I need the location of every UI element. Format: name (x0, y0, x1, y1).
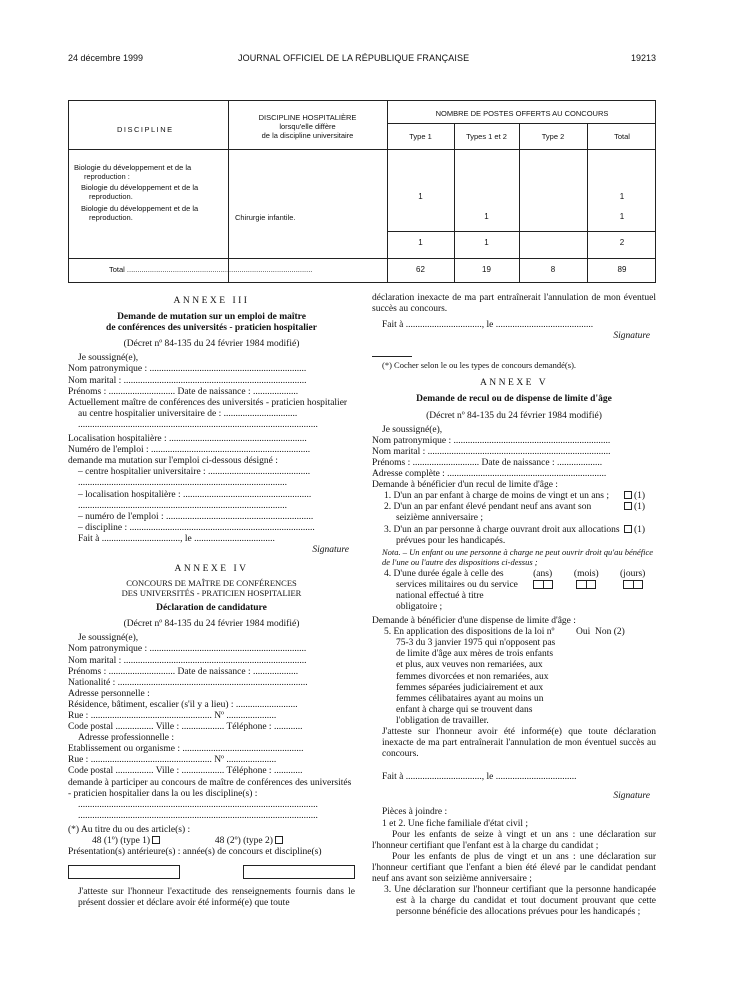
unit-years: (ans) (533, 568, 553, 579)
header-type12: Types 1 et 2 (466, 132, 507, 141)
item-3-checkbox[interactable] (624, 525, 632, 533)
piece-1: 1 et 2. Une fiche familiale d'état civil ; (382, 818, 529, 829)
discipline-1a: Biologie du développement et de la (74, 163, 192, 172)
header-total: Total (614, 132, 630, 141)
annexe3-line: ..................................................................................................... (78, 419, 318, 430)
annexe5-line: Nom patronymique : .................................................................. (372, 435, 611, 446)
annexe3-line: – localisation hospitalière : ...................................................... (78, 489, 312, 500)
header-discipline: DISCIPLINE (117, 125, 174, 134)
attestation: J'atteste sur l'honneur avoir été informé(e) que toute déclaration inexacte de ma part entraînerait l'annulation de mon éventuel succès au concours. (382, 727, 656, 760)
header-journal: JOURNAL OFFICIEL DE LA RÉPUBLIQUE FRANÇAISE (238, 53, 470, 63)
pieces-heading: Pièces à joindre : (382, 807, 448, 818)
annexe4-subtitle-2: DES UNIVERSITÉS - PRATICIEN HOSPITALIER (121, 588, 302, 599)
item-2-checkbox[interactable] (624, 502, 632, 510)
item-2: 2. D'un an par enfant élevé pendant neuf ans avant son seizième anniversaire ; (384, 502, 592, 524)
years-field[interactable] (533, 580, 553, 589)
cell-r2-type12: 1 (484, 212, 489, 221)
header-page-number: 19213 (630, 53, 656, 63)
annexe5-line: Prénoms : ............................ Date de naissance : ................... (372, 457, 603, 468)
annexe4-decret: (Décret nº 84-135 du 24 février 1984 modifié) (123, 619, 300, 630)
header-hosp-3: de la discipline universitaire (261, 131, 354, 140)
annexe5-line: Adresse complète : ................................................................... (372, 469, 607, 480)
cell-sub-type12: 1 (484, 238, 489, 247)
signature-label: Signature (613, 331, 650, 342)
annexe5-decret: (Décret nº 84-135 du 24 février 1984 modifié) (426, 410, 602, 421)
piece-4: 3. Une déclaration sur l'honneur certifiant que la personne handicapée est à la charge du candidat et tout document prouvant que cette personne bénéficie des allocations prévues pour les handicapés ; (384, 885, 656, 918)
annexe3-line: – discipline : .............................................................................. (78, 522, 315, 533)
annexe3-title: ANNEXE III (173, 296, 250, 306)
presentation-field-1[interactable] (68, 865, 180, 879)
annexe5-fait: Fait à ................................, le .................................. (382, 772, 577, 783)
annexe4-line: ..................................................................................................... (78, 799, 318, 810)
annexe3-line: Localisation hospitalière : .......................................................... (68, 434, 307, 445)
discipline-1b: reproduction : (84, 172, 130, 181)
item-1-checkbox[interactable] (624, 491, 632, 499)
annexe4-line: Etablissement ou organisme : ................................................... (68, 744, 304, 755)
annexe3-line: Nom patronymique : .................................................................. (68, 364, 307, 375)
footnote: (*) Cocher selon le ou les types de concours demandé(s). (382, 360, 577, 371)
cell-tot-type12: 19 (482, 265, 491, 274)
annexe3-line: Prénoms : ............................ Date de naissance : ................... (68, 386, 299, 397)
oui-non: Oui Non (2) (576, 627, 625, 638)
unit-months: (mois) (573, 568, 599, 579)
cell-tot-type2: 8 (550, 265, 556, 274)
annexe4-line: Prénoms : ............................ Date de naissance : ................... (68, 666, 299, 677)
header-postes: NOMBRE DE POSTES OFFERTS AU CONCOURS (435, 109, 609, 118)
annexe4-line: Rue : ................................................... Nº ..................... (68, 755, 277, 766)
annexe3-line: ........................................................................................ (78, 478, 287, 489)
header-date: 24 décembre 1999 (68, 53, 144, 63)
annexe4-heading: Déclaration de candidature (156, 603, 267, 614)
type2-label: 48 (2º) (type 2) (214, 836, 273, 847)
discipline-2a: Biologie du développement et de la (81, 183, 199, 192)
days-field[interactable] (623, 580, 643, 589)
annexe4-line: ..................................................................................................... (78, 810, 318, 821)
annexe4-line: Je soussigné(e), (78, 633, 139, 644)
item-1-note: (1) (634, 491, 646, 502)
annexe4-line: Nationalité : ................................................................................ (68, 677, 308, 688)
annexe4-line: Résidence, bâtiment, escalier (s'il y a lieu) : .......................... (68, 699, 298, 710)
annexe4-line: (*) Au titre du ou des article(s) : (68, 824, 191, 835)
discipline-3b: reproduction. (89, 213, 133, 222)
cell-r1-type1: 1 (418, 192, 423, 201)
annexe4-line: demande à participer au concours de maître de conférences des universités - praticien hospitalier dans la ou les discipline(s) : (68, 777, 352, 799)
annexe4-line: J'atteste sur l'honneur l'exactitude des renseignements fournis dans le présent dossier et déclare avoir été informé(e) que toute (78, 887, 355, 909)
annexe5-line: Je soussigné(e), (382, 424, 443, 435)
annexe4-line: Adresse personnelle : (68, 688, 150, 699)
cell-sub-type1: 1 (418, 238, 423, 247)
footnote-rule (372, 356, 412, 357)
nota: Nota. – Un enfant ou une personne à charge ne peut ouvrir droit qu'au bénéfice de l'une ou l'autre des dispositions ci-dessus ; (382, 546, 654, 567)
annexe3-signature: Signature (312, 544, 349, 555)
item-5: 5. En application des dispositions de la loi nº 75-3 du 3 janvier 1975 qui n'opposent pas de limite d'âge aux mères de trois enfants et plus, aux veuves non remariées, aux femmes divorcées et non remariées, aux femmes séparées judiciairement et aux femmes célibataires ayant au moins un enfant à charge qui se trouvent dans l'obligation de travailler. (384, 627, 556, 726)
annexe5-signature: Signature (613, 791, 650, 802)
item-2-note: (1) (634, 502, 646, 513)
annexe5-heading: Demande de recul ou de dispense de limite d'âge (416, 394, 612, 405)
annexe3-line: demande ma mutation sur l'emploi ci-dessous désigné : (68, 456, 278, 467)
header-hosp-2: lorsqu'elle diffère (279, 122, 336, 131)
total-label: Total ......................................................................................... (109, 265, 313, 274)
annexe4-title: ANNEXE IV (174, 564, 249, 575)
cell-tot-type1: 62 (416, 265, 425, 274)
annexe3-heading-1: Demande de mutation sur un emploi de maître (117, 312, 306, 323)
piece-3: Pour les enfants de plus de vingt et un ans : une déclaration sur l'honneur certifiant que l'enfant a bien été élevé par le candidat pendant neuf ans avant son seizième anniversaire ; (372, 851, 656, 885)
annexe4-line: Présentation(s) antérieure(s) : année(s) de concours et discipline(s) (68, 847, 322, 858)
annexe4-line: Rue : ................................................... Nº ..................... (68, 711, 277, 721)
annexe4-line: Adresse professionnelle : (78, 733, 175, 744)
annexe3-line: – centre hospitalier universitaire : ........................................... (78, 467, 311, 478)
piece-2: Pour les enfants de seize à vingt et un ans : une déclaration sur l'honneur certifiant que l'enfant est à la charge du candidat ; (372, 829, 656, 851)
months-field[interactable] (576, 580, 596, 589)
annexe3-line: Numéro de l'emploi : ................................................................... (68, 445, 311, 456)
annexe3-line: ........................................................................................ (78, 500, 287, 511)
cell-r1-total: 1 (619, 192, 625, 201)
discipline-3a: Biologie du développement et de la (81, 204, 199, 213)
page-header (68, 53, 656, 67)
unit-days: (jours) (620, 568, 646, 579)
item-4: 4. D'une durée égale à celle des services militaires ou du service national effectué à titre obligatoire ; (384, 568, 518, 612)
annexe4-line: Code postal ................ Ville : .................. Téléphone : ............ (68, 766, 303, 777)
annexe3-heading-2: de conférences des universités - praticien hospitalier (106, 323, 317, 334)
type2-checkbox[interactable] (275, 836, 283, 844)
item-1: 1. D'un an par enfant à charge de moins de vingt et un ans ; (384, 491, 609, 502)
annexe3-line: Je soussigné(e), (78, 353, 139, 364)
hosp-discipline: Chirurgie infantile. (235, 213, 296, 222)
annexe5-title: ANNEXE V (479, 378, 549, 389)
fait-line: Fait à ................................, le ......................................... (382, 320, 594, 331)
discipline-2b: reproduction. (89, 192, 133, 201)
annexe4-line: Nom marital : ............................................................................. (68, 655, 307, 666)
annexe3-line: – numéro de l'emploi : .............................................................. (78, 511, 314, 522)
header-type1: Type 1 (409, 132, 432, 141)
header-type2: Type 2 (541, 132, 565, 141)
annexe4-line: Code postal ................ Ville : .................. Téléphone : ............ (68, 722, 303, 733)
annexe4-subtitle-1: CONCOURS DE MAÎTRE DE CONFÉRENCES (126, 578, 297, 589)
annexe4-line: Nom patronymique : .................................................................. (68, 644, 307, 655)
postes-table (68, 100, 656, 283)
right-column (372, 293, 656, 918)
item-3-note: (1) (634, 524, 646, 535)
cell-r2-total: 1 (619, 212, 625, 221)
left-column (68, 296, 355, 909)
header-hosp-1: DISCIPLINE HOSPITALIÈRE (258, 113, 357, 122)
annexe3-line: Actuellement maître de conférences des universités - praticien hospitalier au centre hospitalier universitaire de : ............................... (68, 397, 348, 419)
annexe5-line: Nom marital : ............................................................................. (372, 446, 611, 457)
annexe3-line: Fait à ................................., le .................................. (78, 533, 275, 544)
presentation-field-2[interactable] (243, 865, 355, 879)
annexe5-line: Demande à bénéficier d'une dispense de limite d'âge : (372, 616, 576, 627)
declaration-continued: déclaration inexacte de ma part entraînerait l'annulation de mon éventuel succès au concours. (372, 293, 656, 315)
annexe5-line: Demande à bénéficier d'un recul de limite d'âge : (372, 480, 558, 491)
type1-checkbox[interactable] (152, 836, 160, 844)
annexe3-decret: (Décret nº 84-135 du 24 février 1984 modifié) (123, 339, 300, 350)
cell-sub-total: 2 (619, 238, 625, 247)
cell-tot-total: 89 (617, 265, 627, 274)
item-3: 3. D'un an par personne à charge ouvrant droit aux allocations prévues pour les handicapés. (384, 524, 620, 546)
type1-label: 48 (1º) (type 1) (92, 836, 151, 847)
annexe3-line: Nom marital : ............................................................................. (68, 375, 307, 386)
